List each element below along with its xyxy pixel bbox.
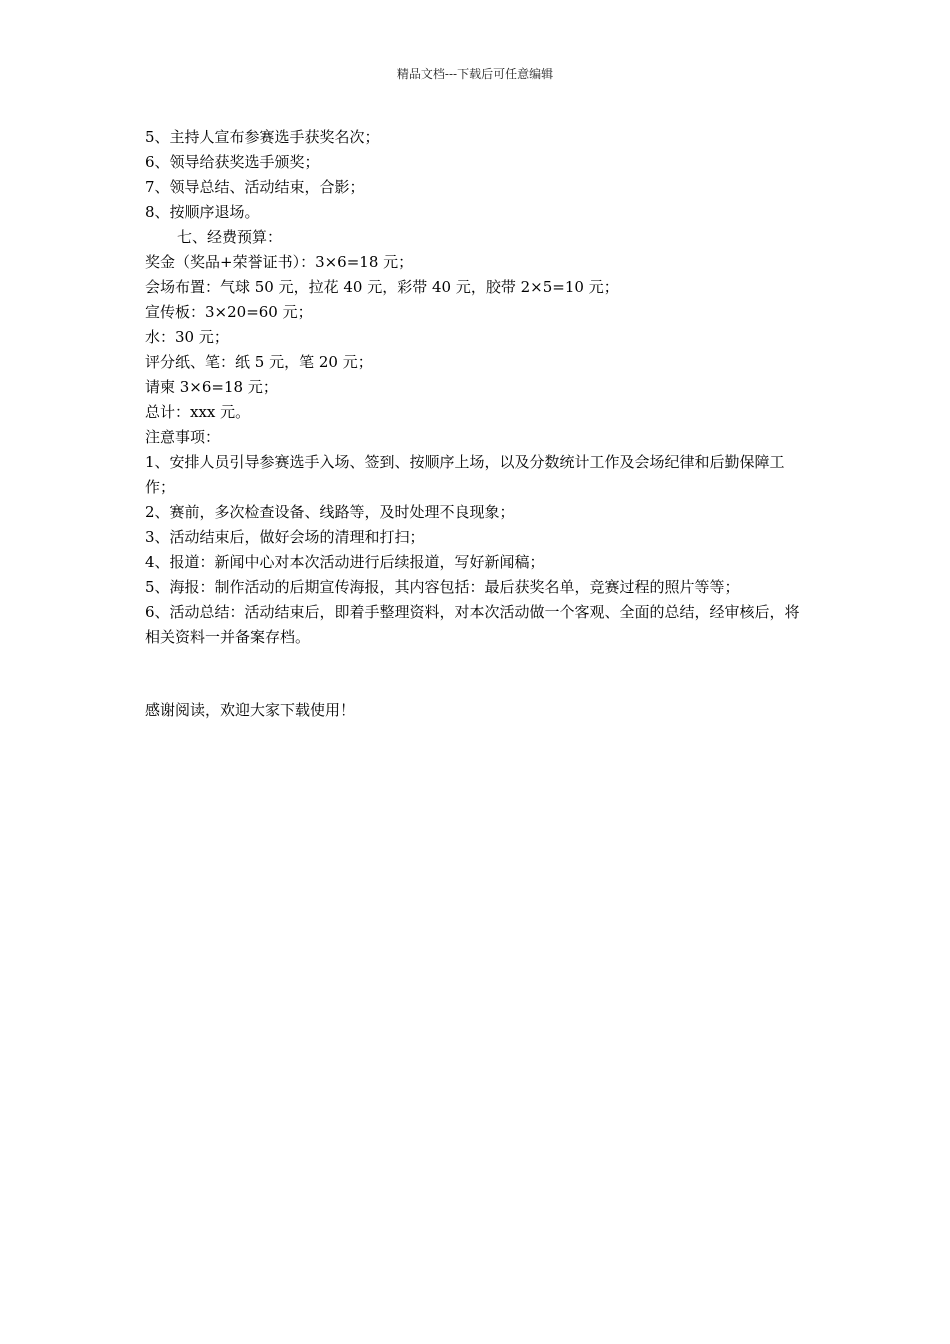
note-item: 1、安排人员引导参赛选手入场、签到、按顺序上场，以及分数统计工作及会场纪律和后勤保障工作； bbox=[145, 453, 785, 496]
budget-water: 水：30 元； bbox=[145, 328, 229, 346]
budget-heading: 七、经费预算： bbox=[177, 228, 283, 246]
award-presentation-step: 6、领导给获奖选手颁奖； bbox=[145, 153, 320, 171]
note-item: 6、活动总结：活动结束后，即着手整理资料，对本次活动做一个客观、全面的总结，经审核后，将相关资料一并备案存档。 bbox=[145, 603, 800, 646]
budget-total: 总计：xxx 元。 bbox=[145, 403, 251, 421]
budget-board: 宣传板：3×20=60 元； bbox=[145, 303, 313, 321]
note-item: 5、海报：制作活动的后期宣传海报，其内容包括：最后获奖名单，竞赛过程的照片等等； bbox=[145, 578, 740, 596]
closing-summary-step: 7、领导总结、活动结束，合影； bbox=[145, 178, 365, 196]
closing-message: 感谢阅读，欢迎大家下载使用！ bbox=[145, 701, 356, 719]
note-item: 3、活动结束后，做好会场的清理和打扫； bbox=[145, 528, 425, 546]
note-item: 2、赛前，多次检查设备、线路等，及时处理不良现象； bbox=[145, 503, 515, 521]
document-body bbox=[145, 125, 810, 650]
budget-invitation: 请柬 3×6=18 元； bbox=[145, 378, 278, 396]
budget-venue: 会场布置：气球 50 元，拉花 40 元，彩带 40 元，胶带 2×5=10 元； bbox=[145, 278, 619, 296]
exit-step: 8、按顺序退场。 bbox=[145, 203, 260, 221]
note-item: 4、报道：新闻中心对本次活动进行后续报道，写好新闻稿； bbox=[145, 553, 545, 571]
award-announcement-step: 5、主持人宣布参赛选手获奖名次； bbox=[145, 128, 380, 146]
page-header: 精品文档---下载后可任意编辑 bbox=[396, 67, 554, 81]
notes-heading: 注意事项： bbox=[145, 428, 221, 446]
budget-prize: 奖金（奖品+荣誉证书）：3×6=18 元； bbox=[145, 253, 414, 271]
budget-paper-pen: 评分纸、笔：纸 5 元，笔 20 元； bbox=[145, 353, 373, 371]
